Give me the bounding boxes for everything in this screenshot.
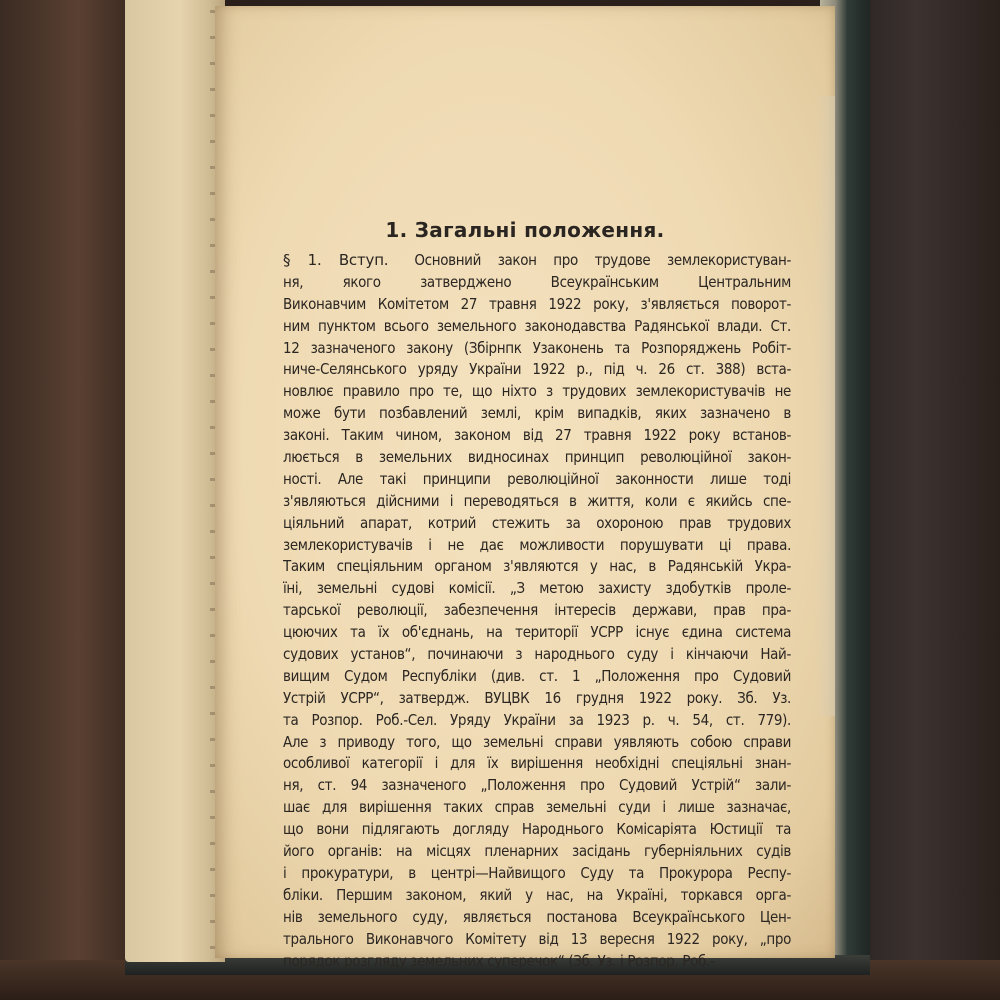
text-line-content: Основний закон про трудове землекористуван- xyxy=(414,251,791,269)
text-line: шає для вирішення таких справ земельні суди і лише зазначає, xyxy=(283,798,791,817)
text-line: нів земельного суду, являється постанова Всеукраїнського Цен- xyxy=(283,907,791,926)
text-line: вищим Судом Республіки (див. ст. 1 „Положення про Судовий xyxy=(283,666,791,685)
text-line: землекористувачів і не дає можливости порушувати ці права. xyxy=(283,535,791,554)
text-line: бліки. Першим законом, який у нас, на Україні, торкався орга- xyxy=(283,885,791,904)
text-line: ціяльний апарат, котрий стежить за охороною прав трудових xyxy=(283,513,791,532)
text-line: особливої категорії і для їх вирішення необхідні спеціяльні знан- xyxy=(283,754,791,773)
text-line: ним пунктом всього земельного законодавства Радянської влади. Ст. xyxy=(283,316,791,335)
text-line: і прокуратури, в центрі—Найвищого Суду та Прокурора Респу- xyxy=(283,863,791,882)
text-line: та Розпор. Роб.-Сел. Уряду України за 1923 р. ч. 54, ст. 779). xyxy=(283,710,791,729)
text-line: трального Виконавчого Комітету від 13 вересня 1922 року, „про xyxy=(283,929,791,948)
text-line: ності. Але такі принципи революційної законности лише тоді xyxy=(283,469,791,488)
text-line: 12 зазначеного закону (Збірнпк Узаконень та Розпоряджень Робіт- xyxy=(283,338,791,357)
text-line: тарської революції, забезпечення інтересів держави, прав пра- xyxy=(283,601,791,620)
left-page xyxy=(125,0,225,962)
text-line: новлює правило про те, що ніхто з трудових землекористувачів не xyxy=(283,382,791,401)
text-line xyxy=(283,250,791,272)
table-surface-right xyxy=(860,0,1000,1000)
text-line: Таким спеціяльним органом з'являются у нас, в Радянській Укра- xyxy=(283,557,791,576)
text-line: порядок розгляду земельних суперечок“ (Зб. Уз. і Розпор. Роб.- xyxy=(283,951,715,970)
body-text xyxy=(283,250,791,972)
section-heading: 1. Загальні положення. xyxy=(385,218,665,242)
text-line: ня, ст. 94 зазначеного „Положення про Судовий Устрій“ зали- xyxy=(283,776,791,795)
text-line: законі. Таким чином, законом від 27 травня 1922 року встанов- xyxy=(283,426,791,445)
table-surface-left xyxy=(0,0,130,1000)
text-line: їні, земельні судові комісії. „З метою захисту здобутків проле- xyxy=(283,579,791,598)
page-edge-wear xyxy=(813,96,835,716)
text-line: ня, якого затверджено Всеукраїнським Центральним xyxy=(283,272,791,291)
text-line: Устрій УСРР“, затвердж. ВУЦВК 16 грудня 1922 року. Зб. Уз. xyxy=(283,688,791,707)
text-line: може бути позбавлений землі, крім випадків, яких зазначено в xyxy=(283,404,791,423)
book-page xyxy=(215,6,835,970)
section-label: § 1. Вступ. xyxy=(283,251,389,269)
text-line: його органів: на місцях пленарних засідань губерніяльних судів xyxy=(283,842,791,861)
text-line: Але з приводу того, що земельні справи уявляють собою справи xyxy=(283,732,791,751)
text-line: судових установ“, починаючи з народнього суду і кінчаючи Най- xyxy=(283,645,791,664)
text-line: ниче-Селянського уряду України 1922 р., під ч. 26 ст. 388) вста- xyxy=(283,360,791,379)
text-line: що вони підлягають догляду Народнього Комісаріята Юстиції та xyxy=(283,820,791,839)
text-line: з'являються дійсними і переводяться в життя, коли є якийсь спе- xyxy=(283,491,791,510)
text-line: Виконавчим Комітетом 27 травня 1922 року, з'являється поворот- xyxy=(283,294,791,313)
text-line: люється в земельних видносинах принцип революційної закон- xyxy=(283,448,791,467)
text-line: цюючих та їх об'єднань, на території УСРР існує єдина система xyxy=(283,623,791,642)
